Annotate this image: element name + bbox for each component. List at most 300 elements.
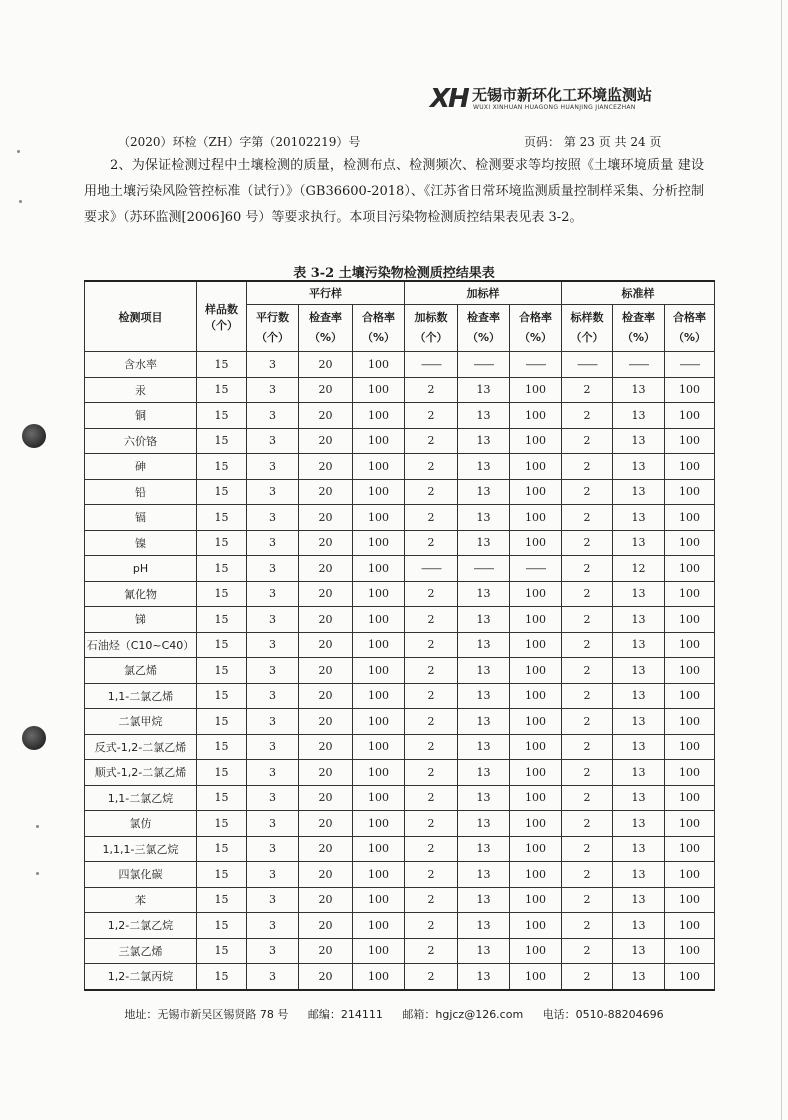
scan-speck — [36, 825, 39, 828]
cell-std-count: 2 — [562, 479, 613, 505]
cell-parallel-pass: 100 — [353, 530, 405, 556]
cell-spike-rate: —— — [458, 556, 510, 582]
header-parallel-pass: 合格率（%） — [353, 305, 405, 352]
table-row — [85, 530, 715, 556]
table-row — [85, 658, 715, 684]
binder-hole — [22, 726, 46, 750]
cell-std-pass: 100 — [665, 836, 715, 862]
cell-spike-count: 2 — [405, 683, 458, 709]
cell-spike-count: 2 — [405, 913, 458, 939]
cell-parallel-pass: 100 — [353, 887, 405, 913]
cell-parallel-count: 3 — [247, 377, 299, 403]
cell-sample-count: 15 — [197, 428, 247, 454]
cell-spike-pass: 100 — [510, 479, 562, 505]
cell-parallel-pass: 100 — [353, 377, 405, 403]
header-spike-rate: 检查率（%） — [458, 305, 510, 352]
cell-parallel-rate: 20 — [299, 785, 353, 811]
cell-std-pass: 100 — [665, 811, 715, 837]
cell-sample-count: 15 — [197, 658, 247, 684]
cell-std-rate: 13 — [613, 862, 665, 888]
cell-std-pass: 100 — [665, 632, 715, 658]
cell-spike-pass: 100 — [510, 683, 562, 709]
cell-parallel-pass: 100 — [353, 403, 405, 429]
cell-std-rate: 13 — [613, 607, 665, 633]
cell-spike-pass: 100 — [510, 709, 562, 735]
cell-std-count: 2 — [562, 862, 613, 888]
cell-parallel-rate: 20 — [299, 581, 353, 607]
cell-std-count: 2 — [562, 632, 613, 658]
cell-parallel-rate: 20 — [299, 887, 353, 913]
cell-item: 铜 — [85, 403, 197, 429]
cell-spike-rate: 13 — [458, 479, 510, 505]
cell-std-pass: 100 — [665, 581, 715, 607]
cell-parallel-pass: 100 — [353, 632, 405, 658]
cell-item: 三氯乙烯 — [85, 938, 197, 964]
table-row — [85, 964, 715, 990]
cell-parallel-pass: 100 — [353, 785, 405, 811]
cell-spike-pass: —— — [510, 556, 562, 582]
cell-spike-rate: 13 — [458, 785, 510, 811]
cell-spike-count: 2 — [405, 607, 458, 633]
cell-sample-count: 15 — [197, 760, 247, 786]
cell-parallel-pass: 100 — [353, 683, 405, 709]
cell-spike-count: 2 — [405, 505, 458, 531]
cell-spike-count: —— — [405, 556, 458, 582]
cell-std-count: 2 — [562, 428, 613, 454]
header-std-count: 标样数（个） — [562, 305, 613, 352]
cell-spike-rate: 13 — [458, 683, 510, 709]
table-row — [85, 836, 715, 862]
cell-std-pass: 100 — [665, 913, 715, 939]
cell-std-count: 2 — [562, 709, 613, 735]
quality-control-paragraph — [84, 153, 704, 231]
cell-spike-rate: 13 — [458, 530, 510, 556]
cell-item: 反式-1,2-二氯乙烯 — [85, 734, 197, 760]
cell-sample-count: 15 — [197, 377, 247, 403]
cell-std-pass: 100 — [665, 683, 715, 709]
cell-item: 1,2-二氯乙烷 — [85, 913, 197, 939]
cell-item: pH — [85, 556, 197, 582]
cell-sample-count: 15 — [197, 530, 247, 556]
cell-item: 1,1-二氯乙烯 — [85, 683, 197, 709]
cell-item: 顺式-1,2-二氯乙烯 — [85, 760, 197, 786]
cell-std-rate: 13 — [613, 913, 665, 939]
cell-parallel-rate: 20 — [299, 479, 353, 505]
logo-mark: XH — [430, 84, 468, 114]
cell-spike-rate: 13 — [458, 403, 510, 429]
cell-item: 1,1-二氯乙烷 — [85, 785, 197, 811]
cell-parallel-count: 3 — [247, 454, 299, 480]
cell-spike-pass: 100 — [510, 862, 562, 888]
cell-std-pass: 100 — [665, 607, 715, 633]
cell-parallel-count: 3 — [247, 581, 299, 607]
cell-spike-rate: 13 — [458, 377, 510, 403]
cell-spike-pass: 100 — [510, 530, 562, 556]
cell-parallel-rate: 20 — [299, 632, 353, 658]
cell-parallel-pass: 100 — [353, 938, 405, 964]
table-title: 表 3-2 土壤污染物检测质控结果表 — [293, 266, 495, 281]
cell-sample-count: 15 — [197, 913, 247, 939]
cell-parallel-pass: 100 — [353, 734, 405, 760]
cell-spike-count: 2 — [405, 403, 458, 429]
cell-parallel-count: 3 — [247, 683, 299, 709]
cell-std-pass: 100 — [665, 760, 715, 786]
cell-item: 1,2-二氯丙烷 — [85, 964, 197, 990]
cell-std-rate: 13 — [613, 938, 665, 964]
cell-sample-count: 15 — [197, 607, 247, 633]
header-parallel-rate: 检查率（%） — [299, 305, 353, 352]
cell-spike-count: 2 — [405, 938, 458, 964]
cell-sample-count: 15 — [197, 734, 247, 760]
cell-parallel-pass: 100 — [353, 428, 405, 454]
cell-spike-count: 2 — [405, 454, 458, 480]
cell-item: 锑 — [85, 607, 197, 633]
cell-parallel-rate: 20 — [299, 709, 353, 735]
cell-spike-pass: 100 — [510, 377, 562, 403]
cell-spike-rate: 13 — [458, 658, 510, 684]
header-spike-pass: 合格率（%） — [510, 305, 562, 352]
table-row — [85, 811, 715, 837]
cell-spike-pass: 100 — [510, 454, 562, 480]
report-number: （2020）环检（ZH）字第（20102219）号 — [118, 135, 361, 149]
cell-std-rate: 13 — [613, 887, 665, 913]
cell-parallel-pass: 100 — [353, 862, 405, 888]
cell-spike-pass: 100 — [510, 658, 562, 684]
cell-sample-count: 15 — [197, 505, 247, 531]
table-row — [85, 454, 715, 480]
cell-sample-count: 15 — [197, 479, 247, 505]
cell-item: 四氯化碳 — [85, 862, 197, 888]
cell-sample-count: 15 — [197, 785, 247, 811]
cell-std-pass: —— — [665, 352, 715, 378]
cell-std-pass: 100 — [665, 709, 715, 735]
cell-spike-rate: 13 — [458, 505, 510, 531]
cell-parallel-count: 3 — [247, 607, 299, 633]
cell-std-rate: 13 — [613, 428, 665, 454]
cell-sample-count: 15 — [197, 709, 247, 735]
cell-std-pass: 100 — [665, 862, 715, 888]
qc-results-table — [84, 280, 715, 991]
cell-std-pass: 100 — [665, 938, 715, 964]
cell-spike-pass: 100 — [510, 607, 562, 633]
cell-std-count: 2 — [562, 938, 613, 964]
cell-item: 苯 — [85, 887, 197, 913]
cell-std-rate: 13 — [613, 734, 665, 760]
cell-std-count: 2 — [562, 581, 613, 607]
cell-parallel-rate: 20 — [299, 862, 353, 888]
cell-spike-count: 2 — [405, 530, 458, 556]
cell-sample-count: 15 — [197, 581, 247, 607]
cell-std-count: 2 — [562, 658, 613, 684]
cell-parallel-count: 3 — [247, 785, 299, 811]
cell-spike-rate: 13 — [458, 760, 510, 786]
cell-spike-pass: 100 — [510, 887, 562, 913]
cell-parallel-count: 3 — [247, 811, 299, 837]
cell-item: 1,1,1-三氯乙烷 — [85, 836, 197, 862]
cell-spike-rate: 13 — [458, 836, 510, 862]
table-row — [85, 428, 715, 454]
cell-parallel-rate: 20 — [299, 428, 353, 454]
cell-parallel-pass: 100 — [353, 811, 405, 837]
cell-parallel-count: 3 — [247, 913, 299, 939]
cell-spike-pass: 100 — [510, 403, 562, 429]
cell-spike-rate: 13 — [458, 428, 510, 454]
cell-std-count: 2 — [562, 505, 613, 531]
table-row — [85, 479, 715, 505]
cell-spike-rate: 13 — [458, 607, 510, 633]
table-row — [85, 352, 715, 378]
org-name-cn: 无锡市新环化工环境监测站 — [472, 86, 653, 104]
cell-spike-count: 2 — [405, 734, 458, 760]
cell-std-rate: 13 — [613, 632, 665, 658]
cell-parallel-rate: 20 — [299, 352, 353, 378]
table-row — [85, 887, 715, 913]
cell-item: 石油烃（C10~C40） — [85, 632, 197, 658]
cell-sample-count: 15 — [197, 964, 247, 990]
cell-item: 六价铬 — [85, 428, 197, 454]
cell-std-count: 2 — [562, 454, 613, 480]
cell-std-pass: 100 — [665, 403, 715, 429]
cell-parallel-pass: 100 — [353, 760, 405, 786]
cell-std-count: 2 — [562, 887, 613, 913]
cell-spike-pass: 100 — [510, 785, 562, 811]
footer — [0, 1006, 788, 1022]
cell-parallel-count: 3 — [247, 964, 299, 990]
cell-std-pass: 100 — [665, 556, 715, 582]
header-item: 检测项目 — [85, 281, 197, 352]
cell-spike-rate: 13 — [458, 938, 510, 964]
cell-spike-count: 2 — [405, 760, 458, 786]
cell-parallel-count: 3 — [247, 836, 299, 862]
cell-parallel-count: 3 — [247, 403, 299, 429]
cell-parallel-pass: 100 — [353, 607, 405, 633]
table-row — [85, 734, 715, 760]
cell-std-count: 2 — [562, 683, 613, 709]
cell-sample-count: 15 — [197, 862, 247, 888]
table-row — [85, 862, 715, 888]
cell-spike-pass: 100 — [510, 428, 562, 454]
cell-sample-count: 15 — [197, 938, 247, 964]
header-sample-count: 样品数（个） — [197, 281, 247, 352]
cell-std-rate: 13 — [613, 479, 665, 505]
cell-std-rate: 13 — [613, 836, 665, 862]
cell-parallel-rate: 20 — [299, 607, 353, 633]
header-std-rate: 检查率（%） — [613, 305, 665, 352]
cell-item: 含水率 — [85, 352, 197, 378]
cell-parallel-count: 3 — [247, 556, 299, 582]
cell-std-count: 2 — [562, 403, 613, 429]
cell-spike-pass: 100 — [510, 836, 562, 862]
cell-spike-pass: 100 — [510, 632, 562, 658]
cell-parallel-rate: 20 — [299, 913, 353, 939]
cell-spike-rate: 13 — [458, 581, 510, 607]
cell-std-pass: 100 — [665, 377, 715, 403]
cell-parallel-count: 3 — [247, 632, 299, 658]
cell-std-count: 2 — [562, 964, 613, 990]
cell-std-pass: 100 — [665, 428, 715, 454]
table-row — [85, 505, 715, 531]
cell-std-count: 2 — [562, 556, 613, 582]
cell-std-rate: —— — [613, 352, 665, 378]
table-row — [85, 709, 715, 735]
cell-sample-count: 15 — [197, 683, 247, 709]
footer-postcode: 邮编：214111 — [307, 1008, 383, 1021]
cell-parallel-count: 3 — [247, 709, 299, 735]
cell-std-rate: 13 — [613, 658, 665, 684]
cell-parallel-rate: 20 — [299, 556, 353, 582]
cell-std-pass: 100 — [665, 785, 715, 811]
cell-parallel-count: 3 — [247, 428, 299, 454]
cell-parallel-rate: 20 — [299, 658, 353, 684]
table-body — [85, 352, 715, 990]
page-edge — [781, 0, 782, 1120]
cell-spike-rate: 13 — [458, 734, 510, 760]
cell-spike-count: —— — [405, 352, 458, 378]
header-std-pass: 合格率（%） — [665, 305, 715, 352]
cell-sample-count: 15 — [197, 632, 247, 658]
cell-std-count: 2 — [562, 760, 613, 786]
cell-item: 镉 — [85, 505, 197, 531]
cell-spike-pass: 100 — [510, 913, 562, 939]
cell-std-rate: 12 — [613, 556, 665, 582]
cell-std-count: 2 — [562, 607, 613, 633]
cell-std-pass: 100 — [665, 479, 715, 505]
cell-parallel-pass: 100 — [353, 556, 405, 582]
cell-spike-rate: 13 — [458, 811, 510, 837]
cell-std-count: 2 — [562, 530, 613, 556]
cell-sample-count: 15 — [197, 887, 247, 913]
cell-item: 汞 — [85, 377, 197, 403]
cell-parallel-pass: 100 — [353, 454, 405, 480]
cell-std-rate: 13 — [613, 377, 665, 403]
cell-std-pass: 100 — [665, 530, 715, 556]
cell-parallel-rate: 20 — [299, 938, 353, 964]
cell-spike-pass: 100 — [510, 734, 562, 760]
footer-address: 地址：无锡市新吴区锡贤路 78 号 — [124, 1008, 289, 1021]
cell-std-pass: 100 — [665, 505, 715, 531]
cell-sample-count: 15 — [197, 811, 247, 837]
org-name-en: WUXI XINHUAN HUAGONG HUANJING JIANCEZHAN — [473, 104, 636, 111]
cell-spike-rate: 13 — [458, 709, 510, 735]
table-row — [85, 760, 715, 786]
binder-hole — [22, 424, 46, 448]
cell-spike-pass: 100 — [510, 505, 562, 531]
cell-parallel-count: 3 — [247, 760, 299, 786]
cell-spike-pass: 100 — [510, 760, 562, 786]
cell-parallel-pass: 100 — [353, 964, 405, 990]
cell-std-pass: 100 — [665, 887, 715, 913]
table-row — [85, 403, 715, 429]
cell-parallel-rate: 20 — [299, 964, 353, 990]
cell-spike-count: 2 — [405, 632, 458, 658]
cell-std-rate: 13 — [613, 403, 665, 429]
footer-email: 邮箱：hgjcz@126.com — [402, 1008, 524, 1021]
cell-std-count: 2 — [562, 785, 613, 811]
cell-std-rate: 13 — [613, 683, 665, 709]
cell-spike-count: 2 — [405, 479, 458, 505]
scan-speck — [36, 872, 39, 875]
cell-spike-count: 2 — [405, 658, 458, 684]
cell-parallel-rate: 20 — [299, 683, 353, 709]
cell-parallel-rate: 20 — [299, 836, 353, 862]
scan-speck — [17, 150, 20, 153]
cell-std-rate: 13 — [613, 581, 665, 607]
cell-spike-pass: 100 — [510, 938, 562, 964]
cell-std-rate: 13 — [613, 811, 665, 837]
cell-parallel-rate: 20 — [299, 530, 353, 556]
cell-parallel-pass: 100 — [353, 505, 405, 531]
cell-item: 氯乙烯 — [85, 658, 197, 684]
cell-std-pass: 100 — [665, 964, 715, 990]
org-logo — [430, 84, 670, 114]
table-row — [85, 581, 715, 607]
cell-std-count: —— — [562, 352, 613, 378]
cell-parallel-count: 3 — [247, 530, 299, 556]
table-row — [85, 632, 715, 658]
cell-parallel-count: 3 — [247, 862, 299, 888]
page-info: 页码： 第 23 页 共 24 页 — [524, 135, 662, 149]
header-group-spike: 加标样 — [405, 281, 562, 305]
cell-spike-pass: 100 — [510, 811, 562, 837]
cell-std-rate: 13 — [613, 454, 665, 480]
paragraph-text: 2、为保证检测过程中土壤检测的质量，检测布点、检测频次、检测要求等均按照《土壤环境质量 建设用地土壤污染风险管控标准（试行）》（GB36600-2018）、《江苏省日常环境监测质量控制样采集、分析控制要求》（苏环监测[2006]60 号）等要求执行。本项目污染物检测质控结果表见表 3-2。 — [84, 158, 704, 225]
cell-spike-count: 2 — [405, 811, 458, 837]
cell-spike-count: 2 — [405, 862, 458, 888]
cell-parallel-count: 3 — [247, 479, 299, 505]
cell-parallel-rate: 20 — [299, 760, 353, 786]
cell-parallel-pass: 100 — [353, 709, 405, 735]
table-row — [85, 938, 715, 964]
cell-sample-count: 15 — [197, 454, 247, 480]
cell-spike-rate: —— — [458, 352, 510, 378]
cell-std-rate: 13 — [613, 964, 665, 990]
cell-spike-count: 2 — [405, 581, 458, 607]
cell-spike-rate: 13 — [458, 964, 510, 990]
cell-spike-count: 2 — [405, 428, 458, 454]
cell-item: 砷 — [85, 454, 197, 480]
cell-spike-count: 2 — [405, 836, 458, 862]
cell-parallel-rate: 20 — [299, 454, 353, 480]
cell-parallel-rate: 20 — [299, 811, 353, 837]
table-row — [85, 607, 715, 633]
cell-item: 二氯甲烷 — [85, 709, 197, 735]
cell-spike-count: 2 — [405, 964, 458, 990]
cell-spike-count: 2 — [405, 709, 458, 735]
cell-spike-count: 2 — [405, 377, 458, 403]
cell-parallel-pass: 100 — [353, 913, 405, 939]
cell-spike-pass: 100 — [510, 964, 562, 990]
cell-parallel-count: 3 — [247, 734, 299, 760]
cell-std-rate: 13 — [613, 505, 665, 531]
header-group-standard: 标准样 — [562, 281, 715, 305]
cell-parallel-pass: 100 — [353, 658, 405, 684]
cell-parallel-count: 3 — [247, 887, 299, 913]
scan-speck — [19, 200, 22, 203]
cell-parallel-pass: 100 — [353, 479, 405, 505]
header-group-parallel: 平行样 — [247, 281, 405, 305]
cell-std-pass: 100 — [665, 658, 715, 684]
cell-parallel-count: 3 — [247, 658, 299, 684]
header-parallel-count: 平行数（个） — [247, 305, 299, 352]
cell-std-count: 2 — [562, 836, 613, 862]
cell-spike-rate: 13 — [458, 862, 510, 888]
cell-std-count: 2 — [562, 377, 613, 403]
table-row — [85, 683, 715, 709]
cell-std-count: 2 — [562, 913, 613, 939]
table-row — [85, 913, 715, 939]
cell-sample-count: 15 — [197, 403, 247, 429]
cell-item: 镍 — [85, 530, 197, 556]
